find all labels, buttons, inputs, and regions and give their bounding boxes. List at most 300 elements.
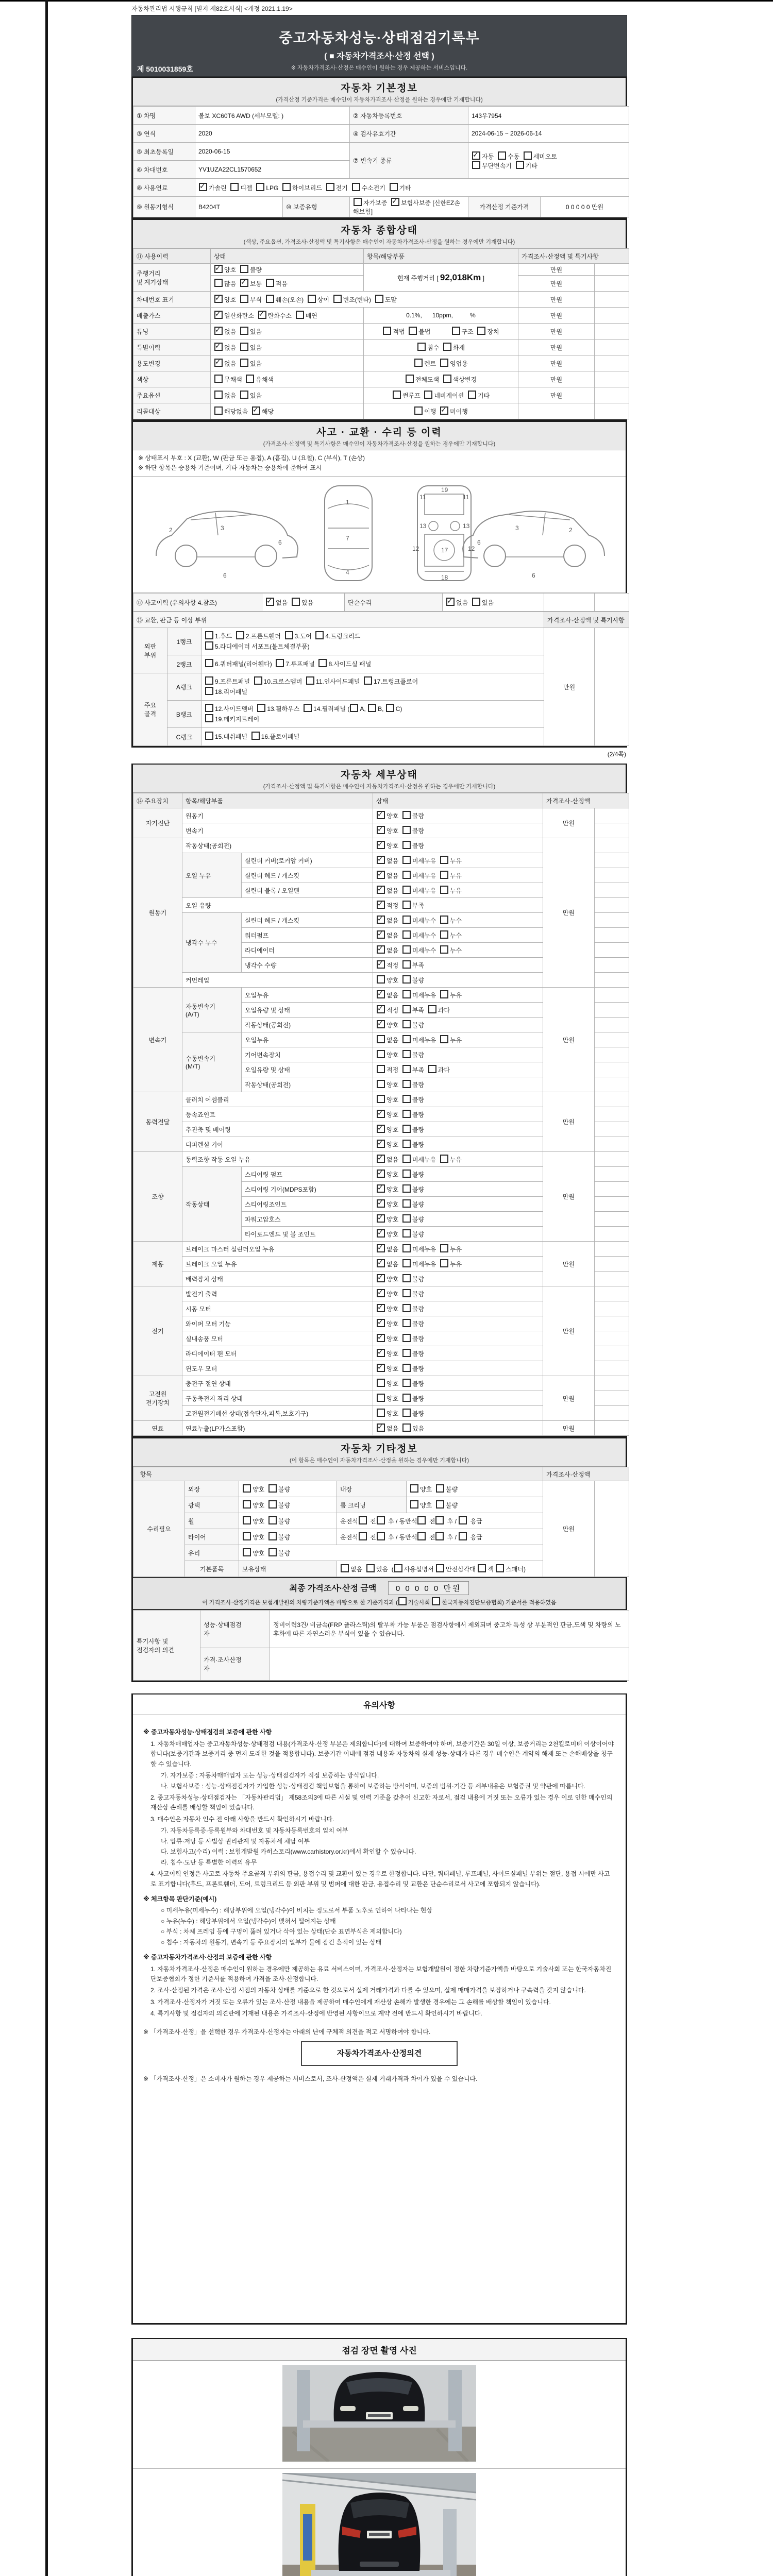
checkbox-checked[interactable] bbox=[377, 1274, 385, 1282]
header-detail-price: 가격조사·산정액 bbox=[543, 793, 629, 808]
checkbox-unchecked[interactable] bbox=[402, 1155, 411, 1163]
checkbox-checked[interactable] bbox=[377, 1349, 385, 1357]
checkbox-unchecked[interactable] bbox=[402, 1020, 411, 1028]
checkbox-unchecked[interactable] bbox=[251, 732, 260, 740]
checkbox-unchecked[interactable] bbox=[240, 359, 248, 367]
checkbox-unchecked[interactable] bbox=[268, 1548, 277, 1556]
repair-value-4[interactable]: 양호 불량 bbox=[239, 1545, 543, 1561]
checkbox-unchecked[interactable] bbox=[440, 1155, 448, 1163]
detail-state-7-0[interactable]: 양호 불량 bbox=[373, 1376, 543, 1391]
checkbox-unchecked[interactable] bbox=[296, 311, 304, 319]
detail-state-3-3[interactable]: ✓ 양호 불량 bbox=[373, 1137, 543, 1152]
row-state-3[interactable]: ✓ 없음 있음 bbox=[211, 340, 364, 355]
repair-value2-0[interactable]: 양호 불량 bbox=[407, 1481, 543, 1497]
checkbox-unchecked[interactable] bbox=[402, 1005, 411, 1013]
checkbox-unchecked[interactable] bbox=[254, 676, 262, 685]
detail-state-8-0[interactable]: ✓ 없음 있음 bbox=[373, 1421, 543, 1436]
checkbox-unchecked[interactable] bbox=[436, 1484, 444, 1493]
detail-state-1-7[interactable]: ✓ 없음 미세누수 누수 bbox=[373, 943, 543, 958]
checkbox-unchecked[interactable] bbox=[402, 1349, 411, 1357]
checkbox-checked[interactable] bbox=[377, 811, 385, 819]
checkbox-unchecked[interactable] bbox=[205, 631, 213, 639]
checkbox-unchecked[interactable] bbox=[205, 687, 213, 695]
checkbox-unchecked[interactable] bbox=[205, 732, 213, 740]
checkbox-unchecked[interactable] bbox=[402, 1125, 411, 1133]
checkbox-unchecked[interactable] bbox=[409, 327, 417, 335]
checkbox-checked[interactable] bbox=[240, 279, 248, 287]
checkbox-checked[interactable] bbox=[377, 1304, 385, 1312]
checkbox-unchecked[interactable] bbox=[243, 1548, 251, 1556]
checkbox-checked[interactable] bbox=[377, 1110, 385, 1118]
checkbox-unchecked[interactable] bbox=[354, 198, 362, 206]
checkbox-checked[interactable] bbox=[377, 886, 385, 894]
checkbox-unchecked[interactable] bbox=[240, 343, 248, 351]
row-item-3[interactable]: 침수 화재 bbox=[364, 340, 518, 355]
row-state-6[interactable]: 없음 있음 bbox=[211, 387, 364, 403]
checkbox-checked[interactable] bbox=[377, 1184, 385, 1193]
detail-part-2-4: 기어변속장치 bbox=[242, 1047, 373, 1062]
checkbox-unchecked[interactable] bbox=[414, 359, 423, 367]
checkbox-unchecked[interactable] bbox=[402, 1184, 411, 1193]
detail-state-7-2[interactable]: 양호 불량 bbox=[373, 1406, 543, 1421]
svg-text:2: 2 bbox=[169, 527, 173, 534]
repair-value-1[interactable]: 양호 불량 bbox=[239, 1497, 337, 1513]
row-state-5[interactable]: 무채색 유채색 bbox=[211, 371, 364, 387]
detail-state-0-0[interactable]: ✓ 양호 불량 bbox=[373, 808, 543, 823]
checkbox-unchecked[interactable] bbox=[435, 1516, 444, 1524]
checkbox-checked[interactable] bbox=[199, 183, 207, 191]
detail-state-1-9[interactable]: 양호 불량 bbox=[373, 973, 543, 988]
checkbox-unchecked[interactable] bbox=[402, 1199, 411, 1208]
checkbox-unchecked[interactable] bbox=[268, 1484, 277, 1493]
repair-value-2[interactable]: 양호 불량 bbox=[239, 1513, 337, 1529]
checkbox-unchecked[interactable] bbox=[428, 1065, 436, 1073]
checkbox-unchecked[interactable] bbox=[402, 1095, 411, 1103]
checkbox-unchecked[interactable] bbox=[402, 1110, 411, 1118]
detail-state-1-3[interactable]: ✓ 없음 미세누유 누유 bbox=[373, 883, 543, 898]
checkbox-unchecked[interactable] bbox=[375, 295, 383, 303]
rank-items-0[interactable]: 1.후드 2.프론트휀더 3.도어 4.트렁크리드 5.라디에이터 서포트(볼트체결부품) bbox=[201, 628, 544, 655]
checkbox-unchecked[interactable] bbox=[402, 1304, 411, 1312]
checkbox-unchecked[interactable] bbox=[390, 183, 398, 191]
checkbox-unchecked[interactable] bbox=[402, 975, 411, 984]
checkbox-unchecked[interactable] bbox=[402, 1259, 411, 1267]
checkbox-checked[interactable] bbox=[377, 1199, 385, 1208]
rank-items-2[interactable]: 9.프론트패널 10.크로스멤버 11.인사이드패널 17.트렁크플로어 18.리어패널 bbox=[201, 673, 544, 701]
checkbox-unchecked[interactable] bbox=[402, 1274, 411, 1282]
row-state-1[interactable]: ✓ 일산화탄소 ✓탄화수소 매연 bbox=[211, 308, 364, 324]
checkbox-unchecked[interactable] bbox=[205, 659, 213, 667]
checkbox-checked[interactable] bbox=[214, 359, 223, 367]
checkbox-checked[interactable] bbox=[377, 960, 385, 969]
checkbox-unchecked[interactable] bbox=[443, 375, 451, 383]
detail-state-5-1[interactable]: ✓ 없음 미세누유 누유 bbox=[373, 1257, 543, 1272]
checkbox-unchecked[interactable] bbox=[240, 295, 248, 303]
detail-state-1-5[interactable]: ✓ 없음 미세누수 누수 bbox=[373, 913, 543, 928]
checkbox-unchecked[interactable] bbox=[366, 1564, 375, 1572]
checkbox-unchecked[interactable] bbox=[440, 871, 448, 879]
checkbox-unchecked[interactable] bbox=[402, 1409, 411, 1417]
checkbox-unchecked[interactable] bbox=[393, 391, 401, 399]
detail-state-1-0[interactable]: ✓ 양호 불량 bbox=[373, 838, 543, 853]
row-state-7[interactable]: 해당없음 ✓해당 bbox=[211, 403, 364, 419]
checkbox-unchecked[interactable] bbox=[243, 1532, 251, 1540]
checkbox-unchecked[interactable] bbox=[268, 1532, 277, 1540]
checkbox-unchecked[interactable] bbox=[424, 391, 432, 399]
checkbox-unchecked[interactable] bbox=[402, 826, 411, 834]
checkbox-unchecked[interactable] bbox=[440, 1035, 448, 1043]
checkbox-unchecked[interactable] bbox=[377, 1050, 385, 1058]
checkbox-unchecked[interactable] bbox=[214, 391, 223, 399]
detail-subgroup-1-1: 오일 누유 bbox=[182, 853, 242, 898]
checkbox-unchecked[interactable] bbox=[383, 327, 391, 335]
checkbox-unchecked[interactable] bbox=[417, 343, 426, 351]
checkbox-unchecked[interactable] bbox=[402, 1289, 411, 1297]
checkbox-unchecked[interactable] bbox=[440, 856, 448, 864]
checkbox-checked[interactable] bbox=[252, 406, 260, 415]
checkbox-unchecked[interactable] bbox=[402, 916, 411, 924]
checkbox-checked[interactable] bbox=[440, 406, 448, 415]
detail-state-1-6[interactable]: ✓ 없음 미세누수 누수 bbox=[373, 928, 543, 943]
checkbox-unchecked[interactable] bbox=[459, 1516, 467, 1524]
header-exchange-price: 가격조사·산정액 및 특기사항 bbox=[544, 612, 629, 628]
checkbox-unchecked[interactable] bbox=[440, 990, 448, 998]
detail-state-6-5[interactable]: ✓ 양호 불량 bbox=[373, 1361, 543, 1376]
checkbox-unchecked[interactable] bbox=[516, 161, 524, 169]
checkbox-unchecked[interactable] bbox=[243, 1484, 251, 1493]
detail-state-2-3[interactable]: 없음 미세누유 누유 bbox=[373, 1032, 543, 1047]
checkbox-unchecked[interactable] bbox=[368, 704, 376, 712]
checkbox-unchecked[interactable] bbox=[257, 704, 265, 712]
repair-extra-2[interactable]: 운전석 전 후 / 동반석 전 후 / 응급 bbox=[337, 1513, 543, 1529]
row-state-2[interactable]: ✓ 없음 있음 bbox=[211, 324, 364, 340]
row-item-2[interactable]: 적법 불법 구조 장치 bbox=[364, 324, 518, 340]
checkbox-unchecked[interactable] bbox=[402, 1035, 411, 1043]
checkbox-unchecked[interactable] bbox=[350, 704, 358, 712]
detail-state-6-1[interactable]: ✓ 양호 불량 bbox=[373, 1301, 543, 1316]
value-accident-history[interactable]: ✓ 없음 있음 bbox=[262, 594, 345, 612]
detail-state-5-0[interactable]: ✓ 없음 미세누유 누유 bbox=[373, 1242, 543, 1257]
checkbox-unchecked[interactable] bbox=[402, 886, 411, 894]
detail-state-2-2[interactable]: ✓ 양호 불량 bbox=[373, 1018, 543, 1032]
detail-state-4-2[interactable]: ✓ 양호 불량 bbox=[373, 1182, 543, 1197]
checkbox-unchecked[interactable] bbox=[364, 676, 372, 685]
row-item-6[interactable]: 썬루프 네비게이션 기타 bbox=[364, 387, 518, 403]
checkbox-unchecked[interactable] bbox=[306, 676, 314, 685]
checkbox-unchecked[interactable] bbox=[214, 375, 223, 383]
checkbox-unchecked[interactable] bbox=[256, 183, 264, 191]
checkbox-unchecked[interactable] bbox=[268, 1500, 277, 1509]
checkbox-unchecked[interactable] bbox=[402, 841, 411, 849]
checkbox-checked[interactable] bbox=[377, 990, 385, 998]
checkbox-unchecked[interactable] bbox=[402, 1229, 411, 1238]
checkbox-unchecked[interactable] bbox=[435, 1532, 444, 1540]
detail-state-2-6[interactable]: 양호 불량 bbox=[373, 1077, 543, 1092]
checkbox-unchecked[interactable] bbox=[498, 151, 506, 160]
checkbox-unchecked[interactable] bbox=[377, 1095, 385, 1103]
row-item-5[interactable]: 전체도색 색상변경 bbox=[364, 371, 518, 387]
checkbox-unchecked[interactable] bbox=[436, 1564, 444, 1572]
checkbox-checked[interactable] bbox=[266, 598, 274, 606]
detail-state-7-1[interactable]: 양호 불량 bbox=[373, 1391, 543, 1406]
detail-state-4-1[interactable]: ✓ 양호 불량 bbox=[373, 1167, 543, 1182]
checkbox-unchecked[interactable] bbox=[440, 359, 448, 367]
checkbox-unchecked[interactable] bbox=[440, 1244, 448, 1252]
checkbox-unchecked[interactable] bbox=[402, 1065, 411, 1073]
detail-state-3-2[interactable]: ✓ 양호 불량 bbox=[373, 1122, 543, 1137]
checkbox-unchecked[interactable] bbox=[282, 183, 291, 191]
checkbox-checked[interactable] bbox=[377, 1170, 385, 1178]
checkbox-unchecked[interactable] bbox=[359, 1516, 367, 1524]
checkbox-unchecked[interactable] bbox=[436, 1500, 444, 1509]
checkbox-unchecked[interactable] bbox=[246, 375, 254, 383]
checkbox-unchecked[interactable] bbox=[402, 930, 411, 939]
checkbox-unchecked[interactable] bbox=[377, 1516, 385, 1524]
checkbox-unchecked[interactable] bbox=[402, 960, 411, 969]
checkbox-unchecked[interactable] bbox=[377, 1035, 385, 1043]
checkbox-unchecked[interactable] bbox=[352, 183, 360, 191]
detail-state-2-1[interactable]: ✓ 적정 부족 과다 bbox=[373, 1003, 543, 1018]
checkbox-unchecked[interactable] bbox=[377, 1394, 385, 1402]
checkbox-checked[interactable] bbox=[446, 598, 455, 606]
row-state-0[interactable]: ✓ 양호 부식 훼손(오손) 상이 변조(변타) 도말 bbox=[211, 292, 518, 308]
checkbox-unchecked[interactable] bbox=[214, 279, 223, 287]
detail-state-4-5[interactable]: ✓ 양호 불량 bbox=[373, 1227, 543, 1242]
checkbox-unchecked[interactable] bbox=[477, 327, 485, 335]
checkbox-unchecked[interactable] bbox=[276, 659, 284, 667]
checkbox-unchecked[interactable] bbox=[268, 1516, 277, 1524]
checkbox-unchecked[interactable] bbox=[377, 1532, 385, 1540]
value-basic-items[interactable]: 없음 있음 ( 사용설명서 안전삼각대 잭 스패너) bbox=[337, 1561, 595, 1577]
checkbox-unchecked[interactable] bbox=[406, 375, 414, 383]
checkbox-unchecked[interactable] bbox=[266, 295, 274, 303]
checkbox-unchecked[interactable] bbox=[402, 1423, 411, 1432]
checkbox-checked[interactable] bbox=[377, 1020, 385, 1028]
detail-state-1-2[interactable]: ✓ 없음 미세누유 누유 bbox=[373, 868, 543, 883]
checkbox-unchecked[interactable] bbox=[386, 704, 394, 712]
checkbox-unchecked[interactable] bbox=[292, 598, 300, 606]
checkbox-unchecked[interactable] bbox=[472, 598, 480, 606]
rank-items-3[interactable]: 12.사이드멤버 13.휠하우스 14.필러패널 ( A, B, C) 19.페키지트레이 bbox=[201, 701, 544, 728]
row-state-4[interactable]: ✓ 없음 있음 bbox=[211, 355, 364, 371]
detail-state-2-4[interactable]: 양호 불량 bbox=[373, 1047, 543, 1062]
checkbox-checked[interactable] bbox=[377, 1155, 385, 1163]
checkbox-unchecked[interactable] bbox=[230, 183, 239, 191]
checkbox-unchecked[interactable] bbox=[240, 265, 248, 273]
checkbox-unchecked[interactable] bbox=[417, 1516, 426, 1524]
checkbox-unchecked[interactable] bbox=[496, 1564, 504, 1572]
repair-value-0[interactable]: 양호 불량 bbox=[239, 1481, 337, 1497]
checkbox-unchecked[interactable] bbox=[205, 641, 213, 650]
checkbox-unchecked[interactable] bbox=[440, 930, 448, 939]
checkbox-unchecked[interactable] bbox=[440, 945, 448, 954]
detail-state-3-0[interactable]: 양호 불량 bbox=[373, 1092, 543, 1107]
checkbox-checked[interactable] bbox=[214, 327, 223, 335]
checkbox-unchecked[interactable] bbox=[459, 1532, 467, 1540]
checkbox-unchecked[interactable] bbox=[398, 1597, 407, 1605]
checkbox-unchecked[interactable] bbox=[240, 327, 248, 335]
checkbox-unchecked[interactable] bbox=[402, 1334, 411, 1342]
detail-state-6-4[interactable]: ✓ 양호 불량 bbox=[373, 1346, 543, 1361]
checkbox-checked[interactable] bbox=[472, 151, 480, 160]
checkbox-unchecked[interactable] bbox=[205, 714, 213, 722]
checkbox-unchecked[interactable] bbox=[410, 1500, 418, 1509]
header-item-part: 항목/해당부품 bbox=[364, 249, 518, 264]
repair-extra-3[interactable]: 운전석 전 후 / 동반석 전 후 / 응급 bbox=[337, 1529, 543, 1545]
detail-state-2-0[interactable]: ✓ 없음 미세누유 누유 bbox=[373, 988, 543, 1003]
detail-item-5-1: 브레이크 오일 누유 bbox=[182, 1257, 373, 1272]
checkbox-checked[interactable] bbox=[391, 198, 399, 206]
odometer-value: 92,018Km bbox=[440, 272, 481, 282]
checkbox-unchecked[interactable] bbox=[333, 295, 342, 303]
checkbox-unchecked[interactable] bbox=[472, 161, 480, 169]
detail-state-4-0[interactable]: ✓ 없음 미세누유 누유 bbox=[373, 1152, 543, 1167]
rank-items-4[interactable]: 15.대쉬패널 16.플로어패널 bbox=[201, 728, 544, 746]
checkbox-checked[interactable] bbox=[377, 1289, 385, 1297]
detail-state-6-2[interactable]: ✓ 양호 불량 bbox=[373, 1316, 543, 1331]
checkbox-unchecked[interactable] bbox=[341, 1564, 349, 1572]
checkbox-unchecked[interactable] bbox=[402, 1364, 411, 1372]
checkbox-unchecked[interactable] bbox=[410, 1484, 418, 1493]
checkbox-checked[interactable] bbox=[377, 1229, 385, 1238]
checkbox-unchecked[interactable] bbox=[402, 1319, 411, 1327]
checkbox-unchecked[interactable] bbox=[432, 1597, 440, 1605]
checkbox-unchecked[interactable] bbox=[402, 901, 411, 909]
checkbox-unchecked[interactable] bbox=[402, 856, 411, 864]
detail-state-3-1[interactable]: ✓ 양호 불량 bbox=[373, 1107, 543, 1122]
detail-state-1-8[interactable]: ✓ 적정 부족 bbox=[373, 958, 543, 973]
checkbox-checked[interactable] bbox=[377, 945, 385, 954]
checkbox-unchecked[interactable] bbox=[377, 1065, 385, 1073]
checkbox-unchecked[interactable] bbox=[524, 151, 532, 160]
checkbox-checked[interactable] bbox=[214, 343, 223, 351]
checkbox-unchecked[interactable] bbox=[452, 327, 460, 335]
checkbox-unchecked[interactable] bbox=[402, 990, 411, 998]
rank-items-1[interactable]: 6.쿼터패널(리어휀다) 7.루프패널 8.사이드실 패널 bbox=[201, 655, 544, 673]
checkbox-unchecked[interactable] bbox=[315, 631, 324, 639]
checkbox-checked[interactable] bbox=[214, 295, 223, 303]
detail-state-4-3[interactable]: ✓ 양호 불량 bbox=[373, 1197, 543, 1212]
checkbox-unchecked[interactable] bbox=[440, 916, 448, 924]
checkbox-checked[interactable] bbox=[377, 1259, 385, 1267]
checkbox-unchecked[interactable] bbox=[478, 1564, 486, 1572]
checkbox-checked[interactable] bbox=[377, 1214, 385, 1223]
checkbox-checked[interactable] bbox=[377, 841, 385, 849]
checkbox-unchecked[interactable] bbox=[205, 676, 213, 685]
detail-state-2-5[interactable]: 적정 부족 과다 bbox=[373, 1062, 543, 1077]
checkbox-checked[interactable] bbox=[377, 1334, 385, 1342]
checkbox-unchecked[interactable] bbox=[359, 1532, 367, 1540]
row-item-7[interactable]: 이행 ✓미이행 bbox=[364, 403, 518, 419]
detail-remarks-4-3 bbox=[595, 1197, 629, 1212]
checkbox-checked[interactable] bbox=[377, 916, 385, 924]
checkbox-checked[interactable] bbox=[377, 1005, 385, 1013]
checkbox-unchecked[interactable] bbox=[402, 945, 411, 954]
checkbox-unchecked[interactable] bbox=[308, 295, 316, 303]
repair-price: 만원 bbox=[543, 1481, 595, 1577]
checkbox-checked[interactable] bbox=[377, 1319, 385, 1327]
checkbox-checked[interactable] bbox=[377, 901, 385, 909]
checkbox-checked[interactable] bbox=[377, 871, 385, 879]
checkbox-checked[interactable] bbox=[377, 1244, 385, 1252]
checkbox-checked[interactable] bbox=[377, 826, 385, 834]
detail-state-4-4[interactable]: ✓ 양호 불량 bbox=[373, 1212, 543, 1227]
checkbox-unchecked[interactable] bbox=[402, 1080, 411, 1088]
checkbox-checked[interactable] bbox=[258, 311, 266, 319]
checkbox-unchecked[interactable] bbox=[402, 1140, 411, 1148]
checkbox-unchecked[interactable] bbox=[440, 1259, 448, 1267]
checkbox-unchecked[interactable] bbox=[402, 1050, 411, 1058]
detail-state-6-0[interactable]: ✓ 양호 불량 bbox=[373, 1286, 543, 1301]
value-simple-repair[interactable]: ✓ 없음 있음 bbox=[443, 594, 544, 612]
checkbox-unchecked[interactable] bbox=[468, 391, 476, 399]
checkbox-unchecked[interactable] bbox=[318, 659, 327, 667]
detail-state-1-1[interactable]: ✓ 없음 미세누유 누유 bbox=[373, 853, 543, 868]
checkbox-unchecked[interactable] bbox=[402, 1394, 411, 1402]
mileage-state-1[interactable]: ✓양호 불량 bbox=[211, 264, 364, 276]
checkbox-unchecked[interactable] bbox=[266, 279, 274, 287]
checkbox-unchecked[interactable] bbox=[326, 183, 334, 191]
detail-state-6-3[interactable]: ✓ 양호 불량 bbox=[373, 1331, 543, 1346]
checkbox-unchecked[interactable] bbox=[428, 1005, 436, 1013]
row-item-1[interactable]: 0.1%, 10ppm, % bbox=[364, 308, 518, 324]
repair-value-3[interactable]: 양호 불량 bbox=[239, 1529, 337, 1545]
checkbox-checked[interactable] bbox=[377, 856, 385, 864]
checkbox-unchecked[interactable] bbox=[243, 1500, 251, 1509]
checkbox-unchecked[interactable] bbox=[417, 1532, 426, 1540]
checkbox-unchecked[interactable] bbox=[285, 631, 293, 639]
checkbox-unchecked[interactable] bbox=[240, 391, 248, 399]
checkbox-unchecked[interactable] bbox=[214, 406, 223, 415]
detail-item-3-3: 디퍼렌셜 기어 bbox=[182, 1137, 373, 1152]
checkbox-checked[interactable] bbox=[377, 1423, 385, 1432]
checkbox-unchecked[interactable] bbox=[402, 1170, 411, 1178]
checkbox-unchecked[interactable] bbox=[377, 1409, 385, 1417]
header-price-remarks: 가격조사·산정액 및 특기사항 bbox=[518, 249, 629, 264]
checkbox-unchecked[interactable] bbox=[440, 886, 448, 894]
checkbox-checked[interactable] bbox=[214, 265, 223, 273]
checkbox-unchecked[interactable] bbox=[243, 1516, 251, 1524]
checkbox-unchecked[interactable] bbox=[402, 1244, 411, 1252]
checkbox-checked[interactable] bbox=[377, 1140, 385, 1148]
row-item-4[interactable]: 렌트 영업용 bbox=[364, 355, 518, 371]
checkbox-unchecked[interactable] bbox=[205, 704, 213, 712]
checkbox-unchecked[interactable] bbox=[402, 1379, 411, 1387]
checkbox-unchecked[interactable] bbox=[236, 631, 244, 639]
checkbox-unchecked[interactable] bbox=[377, 1080, 385, 1088]
checkbox-unchecked[interactable] bbox=[402, 1214, 411, 1223]
checkbox-checked[interactable] bbox=[377, 1364, 385, 1372]
repair-value2-1[interactable]: 양호 불량 bbox=[407, 1497, 543, 1513]
checkbox-unchecked[interactable] bbox=[414, 406, 423, 415]
mileage-state-2[interactable]: 많음 ✓보통 적음 bbox=[211, 276, 364, 292]
checkbox-unchecked[interactable] bbox=[377, 975, 385, 984]
checkbox-unchecked[interactable] bbox=[402, 811, 411, 819]
checkbox-unchecked[interactable] bbox=[394, 1564, 402, 1572]
checkbox-unchecked[interactable] bbox=[377, 1379, 385, 1387]
exchange-remarks bbox=[595, 628, 629, 746]
checkbox-checked[interactable] bbox=[377, 930, 385, 939]
detail-state-0-1[interactable]: ✓ 양호 불량 bbox=[373, 823, 543, 838]
detail-state-1-4[interactable]: ✓ 적정 부족 bbox=[373, 898, 543, 913]
checkbox-unchecked[interactable] bbox=[443, 343, 451, 351]
checkbox-checked[interactable] bbox=[214, 311, 223, 319]
detail-state-5-2[interactable]: ✓ 양호 불량 bbox=[373, 1272, 543, 1286]
checkbox-unchecked[interactable] bbox=[402, 871, 411, 879]
checkbox-unchecked[interactable] bbox=[304, 704, 312, 712]
accident-history-section bbox=[131, 421, 627, 748]
checkbox-checked[interactable] bbox=[377, 1125, 385, 1133]
